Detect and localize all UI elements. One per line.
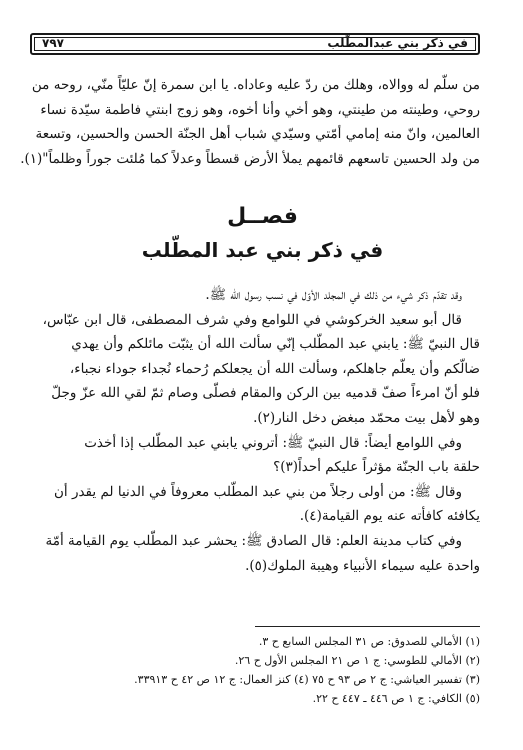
text-line: وفي كتاب مدينة العلم: قال الصادق ﷺ: يحشر عبد المطّلب يوم القيامة أمّة <box>45 532 462 549</box>
text-line: من ولد الحسين تاسعهم قائمهم يملأ الأرض قسطاً وعدلاً كما مُلئت جوراً وظلماً"(١). <box>20 150 480 167</box>
header-title: في ذكر بني عبدالمطّلب <box>327 36 468 50</box>
text-line: روحي، وطينته من طينتي، وهو أخي وأنا أخوه، وهو زوج ابنتي فاطمة سيّدة نساء <box>40 101 480 118</box>
text-line: يكافئه كافأته عنه يوم القيامة(٤). <box>299 508 480 525</box>
text-line: حلقة باب الجنّة مؤثراً عليكم أحداً(٣)؟ <box>273 459 480 476</box>
page-number: ٧٩٧ <box>42 36 64 50</box>
text-line: من سلّم له ووالاه، وهلك من ردّ عليه وعاداه. يا ابن سمرة إنّ عليّاً منّي، روحه من <box>31 77 480 93</box>
footnote: (٢) الأمالي للطوسي: ج ١ ص ٢١ المجلس الأول ح ٢٦. <box>234 654 480 667</box>
text-line: وقال ﷺ: من أولى رجلاً من بني عبد المطّلب معروفاً في الدنيا لم يقدر أن <box>54 483 462 500</box>
text-line: قال أبو سعيد الخركوشي في اللوامع وفي شرف المصطفى، قال ابن عبّاس، <box>42 311 462 328</box>
footnotes <box>45 632 480 708</box>
text-line: واحدة عليه سيماء الأنبياء وهيبة الملوك(٥). <box>245 557 480 574</box>
text-line: وقد تقدّم ذكر شيء من ذلك في المجلد الأوّل في نسب رسول الله ﷺ. <box>205 287 462 303</box>
section-title: في ذكر بني عبد المطّلب <box>141 238 384 262</box>
footnote-divider <box>255 626 480 627</box>
paragraph-1 <box>20 73 480 171</box>
text-line: وفي اللوامع أيضاً: قال النبيّ ﷺ: أتروني يابني عبد المطّلب إذا أخذت <box>84 434 462 451</box>
text-line: فلو أنّ امرءاً صفّ قدميه بين الركن والمقام فصلّى وصام ثمّ لقي الله عزّ وجلّ <box>51 385 480 402</box>
footnote: (٥) الكافي: ج ١ ص ٤٤٦ ـ ٤٤٧ ح ٢٢. <box>312 692 480 705</box>
text-line: وهو لأهل بيت محمّد مبغض دخل النار(٢). <box>253 409 480 426</box>
text-line: قال النبيّ ﷺ: يابني عبد المطّلب إنّي سألت الله أن يثبّت مائلكم وأن يهدي <box>71 336 480 353</box>
text-line: العالمين، وانّ منه إمامي أمّتي وسيّدي شباب أهل الجنّة الحسن والحسين، وتسعة <box>35 126 480 143</box>
text-line: ضالّكم وأن يعلّم جاهلكم، وسألت الله أن يجعلكم رُحماء نُجداء جوداء نجباء، <box>69 360 480 377</box>
running-header <box>30 33 480 55</box>
footnote: (١) الأمالي للصدوق: ص ٣١ المجلس السابع ح ٣. <box>258 635 480 648</box>
paragraph-2 <box>42 283 480 578</box>
section-heading: فصــل <box>227 204 298 229</box>
footnote: (٣) تفسير العياشي: ج ٢ ص ٩٣ ح ٧٥ (٤) كنز العمال: ج ١٢ ص ٤٢ ح ٣٣٩١٣. <box>134 673 480 686</box>
